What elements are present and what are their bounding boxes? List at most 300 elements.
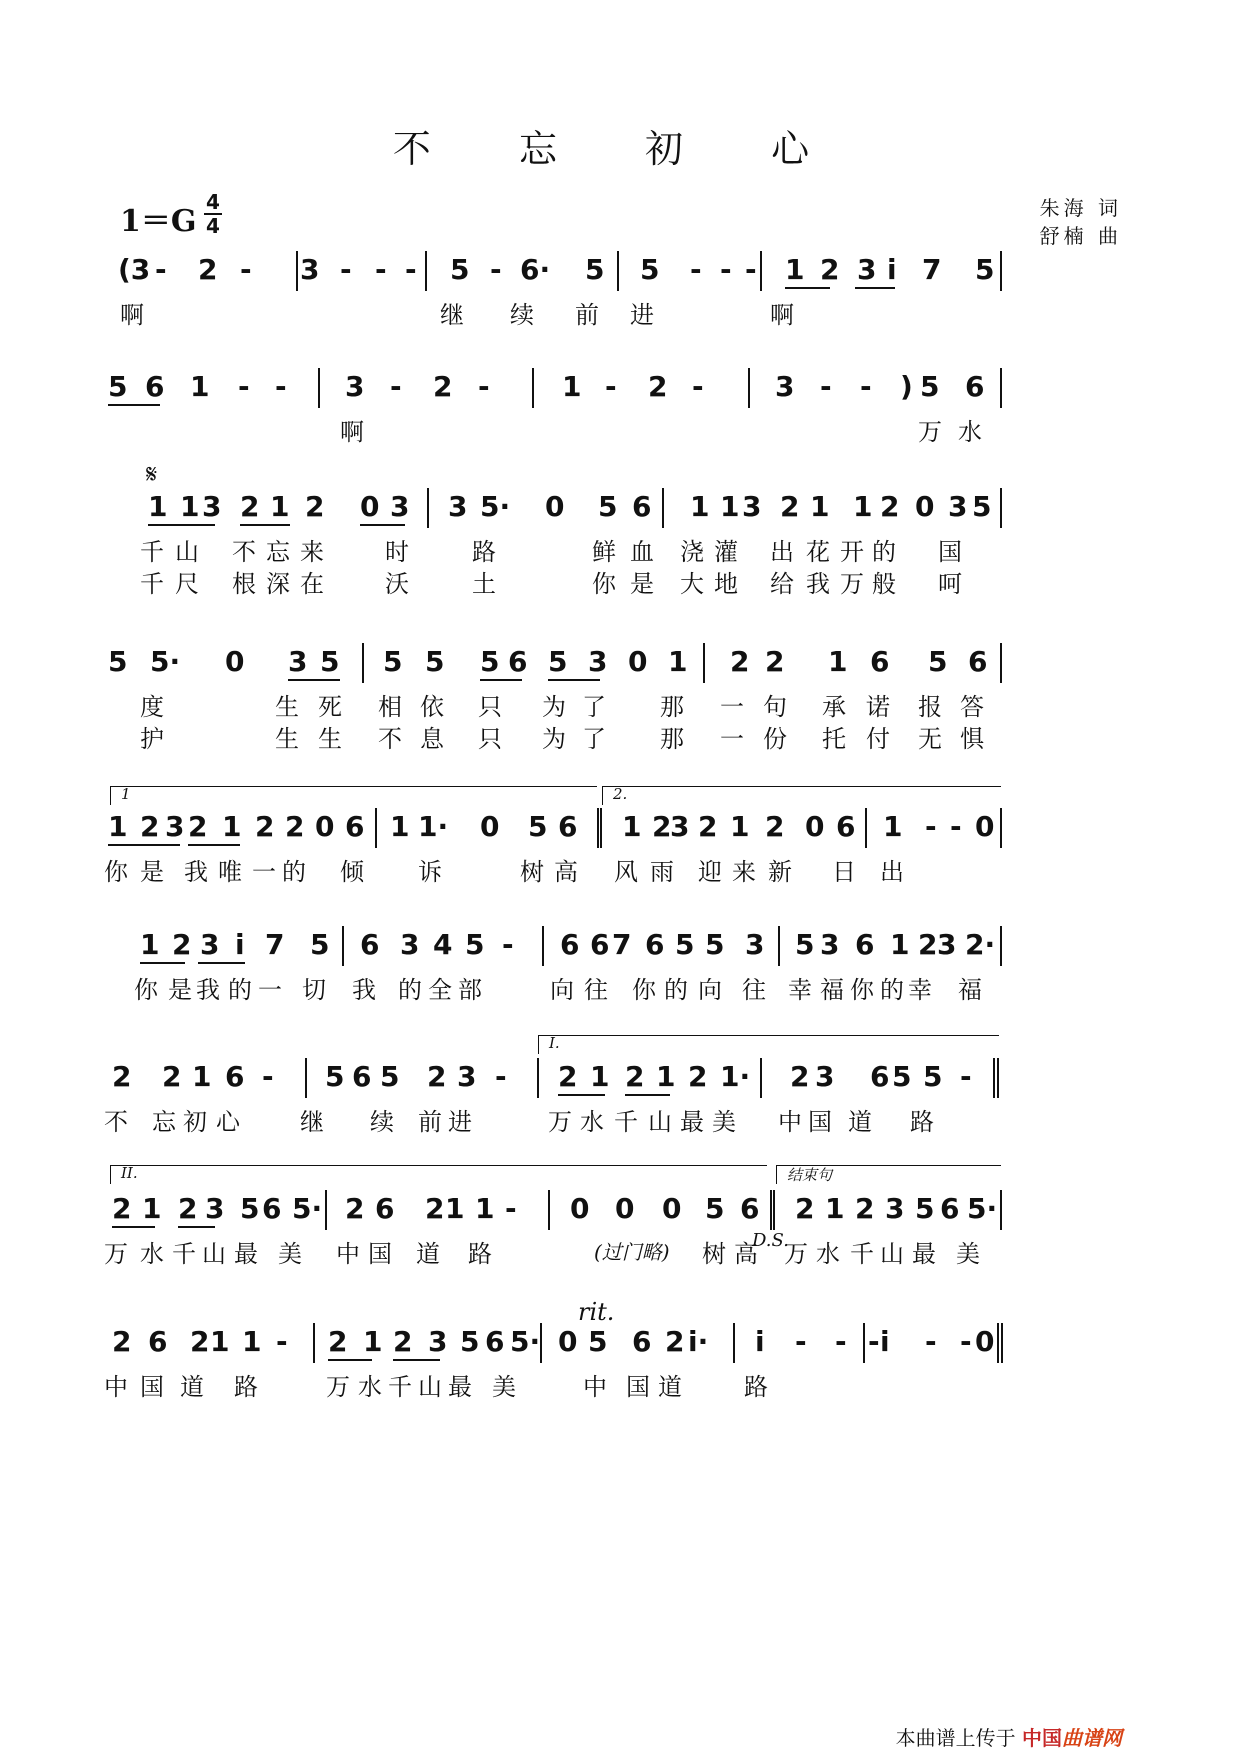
lyric-syllable: 高 (734, 1240, 758, 1268)
barline (760, 251, 762, 291)
barline (342, 926, 344, 966)
lyric-syllable: 大 (680, 570, 704, 598)
note: 2 (162, 1060, 182, 1093)
note-dash: - (405, 253, 417, 286)
lyric-syllable: 水 (580, 1108, 604, 1136)
note: 2 (188, 810, 208, 843)
lyric-syllable: 福 (958, 976, 982, 1004)
lyric-syllable: 新 (768, 858, 792, 886)
lyric-syllable: 在 (300, 570, 324, 598)
note: 1 (622, 810, 642, 843)
note: 5 (928, 645, 948, 678)
note: 6 (560, 928, 580, 961)
lyric-syllable: 出 (770, 538, 794, 566)
lyric-syllable: 水 (816, 1240, 840, 1268)
lyric-syllable: 是 (168, 976, 192, 1004)
lyric-syllable: 幸 (788, 976, 812, 1004)
note: 5· (292, 1192, 323, 1225)
note: 1 (192, 1060, 212, 1093)
site-logo-part1[interactable]: 中国 (1022, 1726, 1062, 1750)
rit-mark: rit. (578, 1298, 615, 1326)
note: 2 (918, 928, 938, 961)
interlude-note: (过门略) (594, 1240, 670, 1264)
note: 2 (172, 928, 192, 961)
lyric-syllable: 道 (848, 1108, 872, 1136)
note: 1 (656, 1060, 676, 1093)
lyric-syllable: 来 (300, 538, 324, 566)
note-dash: - (720, 253, 732, 286)
note: 2 (648, 370, 668, 403)
time-signature (204, 192, 222, 236)
barline (1000, 368, 1002, 408)
note: 2 (178, 1192, 198, 1225)
barline (733, 1323, 735, 1363)
note: 1 (222, 810, 242, 843)
note: 5 (915, 1192, 935, 1225)
note-dash: - (262, 1060, 274, 1093)
barline (427, 488, 429, 528)
note: 5· (150, 645, 181, 678)
lyric-syllable: 续 (370, 1108, 394, 1136)
note: 5 (548, 645, 568, 678)
lyric-syllable: 初 (183, 1108, 207, 1136)
note: 5 (795, 928, 815, 961)
note-dash: - (478, 370, 490, 403)
note: 2 (765, 645, 785, 678)
note: 6 (870, 1060, 890, 1093)
lyric-syllable: 啊 (120, 301, 144, 329)
note: 5 (892, 1060, 912, 1093)
note: 2 (433, 370, 453, 403)
note: 0 (615, 1192, 635, 1225)
lyric-syllable: 你 (632, 976, 656, 1004)
note: 1· (418, 810, 449, 843)
note: 2 (688, 1060, 708, 1093)
lyric-syllable: 千 (850, 1240, 874, 1268)
note: 2 (240, 490, 260, 523)
lyric-syllable: 沃 (385, 570, 409, 598)
barline (748, 368, 750, 408)
lyric-syllable: 千 (172, 1240, 196, 1268)
note: 3 (885, 1192, 905, 1225)
barline (540, 1323, 542, 1363)
lyric-syllable: 花 (806, 538, 830, 566)
lyric-syllable: 唯 (218, 858, 242, 886)
lyric-syllable: 那 (660, 693, 684, 721)
barline (1001, 1323, 1003, 1363)
lyric-syllable: 你 (104, 858, 128, 886)
beam-line (148, 524, 215, 526)
note: 5 (108, 645, 128, 678)
lyric-syllable: 路 (910, 1108, 934, 1136)
lyric-syllable: 份 (763, 725, 787, 753)
beam-line (112, 1226, 155, 1228)
lyric-syllable: 道 (180, 1373, 204, 1401)
note: 5 (383, 645, 403, 678)
note: 6 (965, 370, 985, 403)
note: 6· (520, 253, 551, 286)
note: 2 (198, 253, 218, 286)
lyric-syllable: 无 (918, 725, 942, 753)
lyric-syllable: 我 (196, 976, 220, 1004)
lyric-syllable: 万 (840, 570, 864, 598)
lyric-syllable: 最 (234, 1240, 258, 1268)
lyric-syllable: 美 (956, 1240, 980, 1268)
barline (532, 368, 534, 408)
note: 3 (820, 928, 840, 961)
barline (993, 1058, 995, 1098)
lyric-syllable: 中 (778, 1108, 802, 1136)
lyric-syllable: 最 (448, 1373, 472, 1401)
note: 1 (445, 1192, 465, 1225)
note: 6 (940, 1192, 960, 1225)
lyric-syllable: 的 (880, 976, 904, 1004)
note: 3 (948, 490, 968, 523)
lyric-syllable: 是 (630, 570, 654, 598)
note-dash: - (495, 1060, 507, 1093)
note-dash: - (868, 1325, 880, 1358)
note: 5 (460, 1325, 480, 1358)
composer-credit: 舒楠 曲 (1039, 224, 1122, 248)
note: 6 (225, 1060, 245, 1093)
lyric-syllable: 路 (472, 538, 496, 566)
first-ending-bracket-label: 1 (121, 785, 131, 803)
note: 5· (967, 1192, 998, 1225)
note: 1 (828, 645, 848, 678)
barline (305, 1058, 307, 1098)
note: 2 (427, 1060, 447, 1093)
site-logo-part2[interactable]: 曲谱网 (1062, 1726, 1122, 1750)
lyric-syllable: 前 (418, 1108, 442, 1136)
lyric-syllable: 一 (720, 693, 744, 721)
lyric-syllable: 继 (440, 301, 464, 329)
barline (362, 643, 364, 683)
note: 3 (200, 928, 220, 961)
lyric-syllable: 鲜 (592, 538, 616, 566)
lyric-syllable: 万 (918, 418, 942, 446)
first-ending-bracket (110, 786, 597, 805)
lyric-syllable: 千 (388, 1373, 412, 1401)
lyric-syllable: 心 (216, 1108, 240, 1136)
note: 5 (240, 1192, 260, 1225)
note: 2 (285, 810, 305, 843)
note: 0 (315, 810, 335, 843)
lyric-syllable: 雨 (650, 858, 674, 886)
note-dash: - (275, 370, 287, 403)
note: 5 (465, 928, 485, 961)
note: 3 (745, 928, 765, 961)
note: 5 (640, 253, 660, 286)
lyric-syllable: 千 (140, 538, 164, 566)
note: 6 (145, 370, 165, 403)
beam-line (855, 287, 895, 289)
lyric-syllable: 福 (820, 976, 844, 1004)
note: 5 (705, 928, 725, 961)
lyric-syllable: 万 (326, 1373, 350, 1401)
lyric-syllable: 进 (630, 301, 654, 329)
lyric-syllable: 国 (626, 1373, 650, 1401)
note: 1 (108, 810, 128, 843)
note: 3 (202, 490, 222, 523)
coda-ending-bracket-label: 结束句 (787, 1166, 833, 1184)
note-dash: - (960, 1325, 972, 1358)
note: 2 (255, 810, 275, 843)
note: 1 (190, 370, 210, 403)
note: 5 (108, 370, 128, 403)
note: i (880, 1325, 890, 1358)
second-ending-bracket-b-label: II. (121, 1164, 138, 1182)
note: 3 (428, 1325, 448, 1358)
note: 5 (450, 253, 470, 286)
lyric-syllable: 啊 (770, 301, 794, 329)
time-sig-bottom: 4 (206, 214, 220, 238)
barline (537, 1058, 539, 1098)
footer-text: 本曲谱上传于 (895, 1726, 1016, 1750)
note-dash: - (795, 1325, 807, 1358)
lyric-syllable: 往 (742, 976, 766, 1004)
note-dash: - (960, 1060, 972, 1093)
lyric-syllable: 的 (282, 858, 306, 886)
lyric-syllable: 死 (318, 693, 342, 721)
beam-line (785, 287, 830, 289)
barline (1000, 1190, 1002, 1230)
lyric-syllable: 道 (416, 1240, 440, 1268)
note: 3 (815, 1060, 835, 1093)
barline (375, 808, 377, 848)
lyric-syllable: 一 (252, 858, 276, 886)
lyric-syllable: 日 (832, 858, 856, 886)
note-dash: - (276, 1325, 288, 1358)
lyric-syllable: 山 (648, 1108, 672, 1136)
note: 6 (632, 1325, 652, 1358)
barline (662, 488, 664, 528)
note-dash: - (820, 370, 832, 403)
note: 3 (345, 370, 365, 403)
lyric-syllable: 土 (472, 570, 496, 598)
lyric-syllable: 进 (448, 1108, 472, 1136)
note: 2 (790, 1060, 810, 1093)
note: 7 (922, 253, 942, 286)
barline (997, 1058, 999, 1098)
beam-line (108, 404, 160, 406)
note: 6 (360, 928, 380, 961)
beam-line (393, 1359, 440, 1361)
lyric-syllable: 万 (784, 1240, 808, 1268)
barline (425, 251, 427, 291)
note-dash: - (605, 370, 617, 403)
note: 1 (142, 1192, 162, 1225)
lyric-syllable: 路 (468, 1240, 492, 1268)
lyric-syllable: 最 (912, 1240, 936, 1268)
note: 6 (558, 810, 578, 843)
note: 2 (765, 810, 785, 843)
note: 1 (363, 1325, 383, 1358)
note: i· (688, 1325, 709, 1358)
lyric-syllable: 生 (275, 725, 299, 753)
barline (773, 1190, 775, 1230)
lyric-syllable: 我 (352, 976, 376, 1004)
note: 1 (720, 490, 740, 523)
note: 6 (508, 645, 528, 678)
lyric-syllable: 惧 (960, 725, 984, 753)
barline (1000, 926, 1002, 966)
note: 3 (775, 370, 795, 403)
lyric-syllable: 只 (478, 725, 502, 753)
first-ending-bracket-b (538, 1035, 999, 1054)
lyric-syllable: 全 (428, 976, 452, 1004)
lyric-syllable: 继 (300, 1108, 324, 1136)
note: 0 (915, 490, 935, 523)
lyric-syllable: 我 (184, 858, 208, 886)
note: 1 (890, 928, 910, 961)
lyric-syllable: 向 (550, 976, 574, 1004)
beam-line (558, 1094, 605, 1096)
note: (3 (118, 253, 151, 286)
note: 3 (288, 645, 308, 678)
lyric-syllable: 树 (702, 1240, 726, 1268)
lyric-syllable: 你 (850, 976, 874, 1004)
lyric-syllable: 只 (478, 693, 502, 721)
lyric-syllable: 前 (575, 301, 599, 329)
lyric-syllable: 来 (732, 858, 756, 886)
note: i (755, 1325, 765, 1358)
note: 6 (590, 928, 610, 961)
note: ) (900, 370, 913, 403)
note-dash: - (692, 370, 704, 403)
lyric-syllable: 续 (510, 301, 534, 329)
beam-line (288, 679, 340, 681)
beam-line (548, 679, 600, 681)
note: 1 (853, 490, 873, 523)
lyric-syllable: 树 (520, 858, 544, 886)
note: 4 (433, 928, 453, 961)
note: 2 (112, 1060, 132, 1093)
lyric-syllable: 不 (378, 725, 402, 753)
note: 1 (562, 370, 582, 403)
note: 3 (300, 253, 320, 286)
lyric-syllable: 的 (228, 976, 252, 1004)
note: 0 (480, 810, 500, 843)
lyric-syllable: 为 (542, 725, 566, 753)
note: 0 (225, 645, 245, 678)
lyric-syllable: 路 (744, 1373, 768, 1401)
barline (770, 1190, 772, 1230)
lyric-syllable: 句 (763, 693, 787, 721)
note: 3 (390, 490, 410, 523)
note: 2 (558, 1060, 578, 1093)
lyric-syllable: 道 (658, 1373, 682, 1401)
note: 0 (975, 1325, 995, 1358)
lyric-syllable: 尺 (175, 570, 199, 598)
lyric-syllable: 你 (134, 976, 158, 1004)
note: 6 (645, 928, 665, 961)
lyric-syllable: 国 (938, 538, 962, 566)
lyric-syllable: 美 (712, 1108, 736, 1136)
note: 5 (380, 1060, 400, 1093)
note: 5 (480, 645, 500, 678)
note: 5 (675, 928, 695, 961)
note: 6 (262, 1192, 282, 1225)
note: 6 (836, 810, 856, 843)
lyric-syllable: 生 (318, 725, 342, 753)
note: 0 (805, 810, 825, 843)
lyric-syllable: 般 (872, 570, 896, 598)
note-dash: - (835, 1325, 847, 1358)
lyric-syllable: 时 (385, 538, 409, 566)
note: 7 (265, 928, 285, 961)
beam-line (360, 524, 405, 526)
note-dash: - (745, 253, 757, 286)
note: 0 (628, 645, 648, 678)
note: 6 (632, 490, 652, 523)
note: 5 (310, 928, 330, 961)
note: 5 (923, 1060, 943, 1093)
note: 6 (485, 1325, 505, 1358)
second-ending-bracket-label: 2. (613, 785, 628, 803)
lyric-syllable: 度 (140, 693, 164, 721)
barline (313, 1323, 315, 1363)
barline (865, 808, 867, 848)
note-dash: - (502, 928, 514, 961)
lyric-syllable: 国 (140, 1373, 164, 1401)
lyric-syllable: 了 (582, 725, 606, 753)
lyricist-credit: 朱海 词 (1039, 196, 1122, 220)
note: 5 (320, 645, 340, 678)
note: 6 (855, 928, 875, 961)
lyric-syllable: 依 (420, 693, 444, 721)
footer (896, 1722, 1122, 1751)
beam-line (108, 844, 180, 846)
time-sig-top: 4 (206, 190, 220, 214)
lyric-syllable: 山 (418, 1373, 442, 1401)
first-ending-bracket-b-label: I. (549, 1034, 560, 1052)
note: 2 (698, 810, 718, 843)
lyric-syllable: 风 (614, 858, 638, 886)
lyric-syllable: 托 (822, 725, 846, 753)
lyric-syllable: 往 (584, 976, 608, 1004)
note: i (235, 928, 245, 961)
note: 5 (585, 253, 605, 286)
note: 1 (475, 1192, 495, 1225)
note-dash: - (155, 253, 167, 286)
note: 2 (625, 1060, 645, 1093)
lyric-syllable: 出 (880, 858, 904, 886)
lyric-syllable: 倾 (340, 858, 364, 886)
barline (600, 808, 602, 848)
lyric-syllable: 根 (232, 570, 256, 598)
lyric-syllable: 的 (872, 538, 896, 566)
note: 1 (590, 1060, 610, 1093)
note: 1 (242, 1325, 262, 1358)
barline (296, 251, 298, 291)
lyric-syllable: 山 (202, 1240, 226, 1268)
second-ending-bracket-b (110, 1165, 767, 1184)
lyric-syllable: 啊 (340, 418, 364, 446)
lyric-syllable: 千 (140, 570, 164, 598)
note: 1 (883, 810, 903, 843)
note-dash: - (690, 253, 702, 286)
note: 3 (670, 810, 690, 843)
barline (542, 926, 544, 966)
note: 2 (112, 1192, 132, 1225)
lyric-syllable: 最 (680, 1108, 704, 1136)
lyric-syllable: 生 (275, 693, 299, 721)
barline (778, 926, 780, 966)
note: 1 (825, 1192, 845, 1225)
note: 5 (588, 1325, 608, 1358)
lyric-syllable: 美 (492, 1373, 516, 1401)
lyric-syllable: 国 (368, 1240, 392, 1268)
